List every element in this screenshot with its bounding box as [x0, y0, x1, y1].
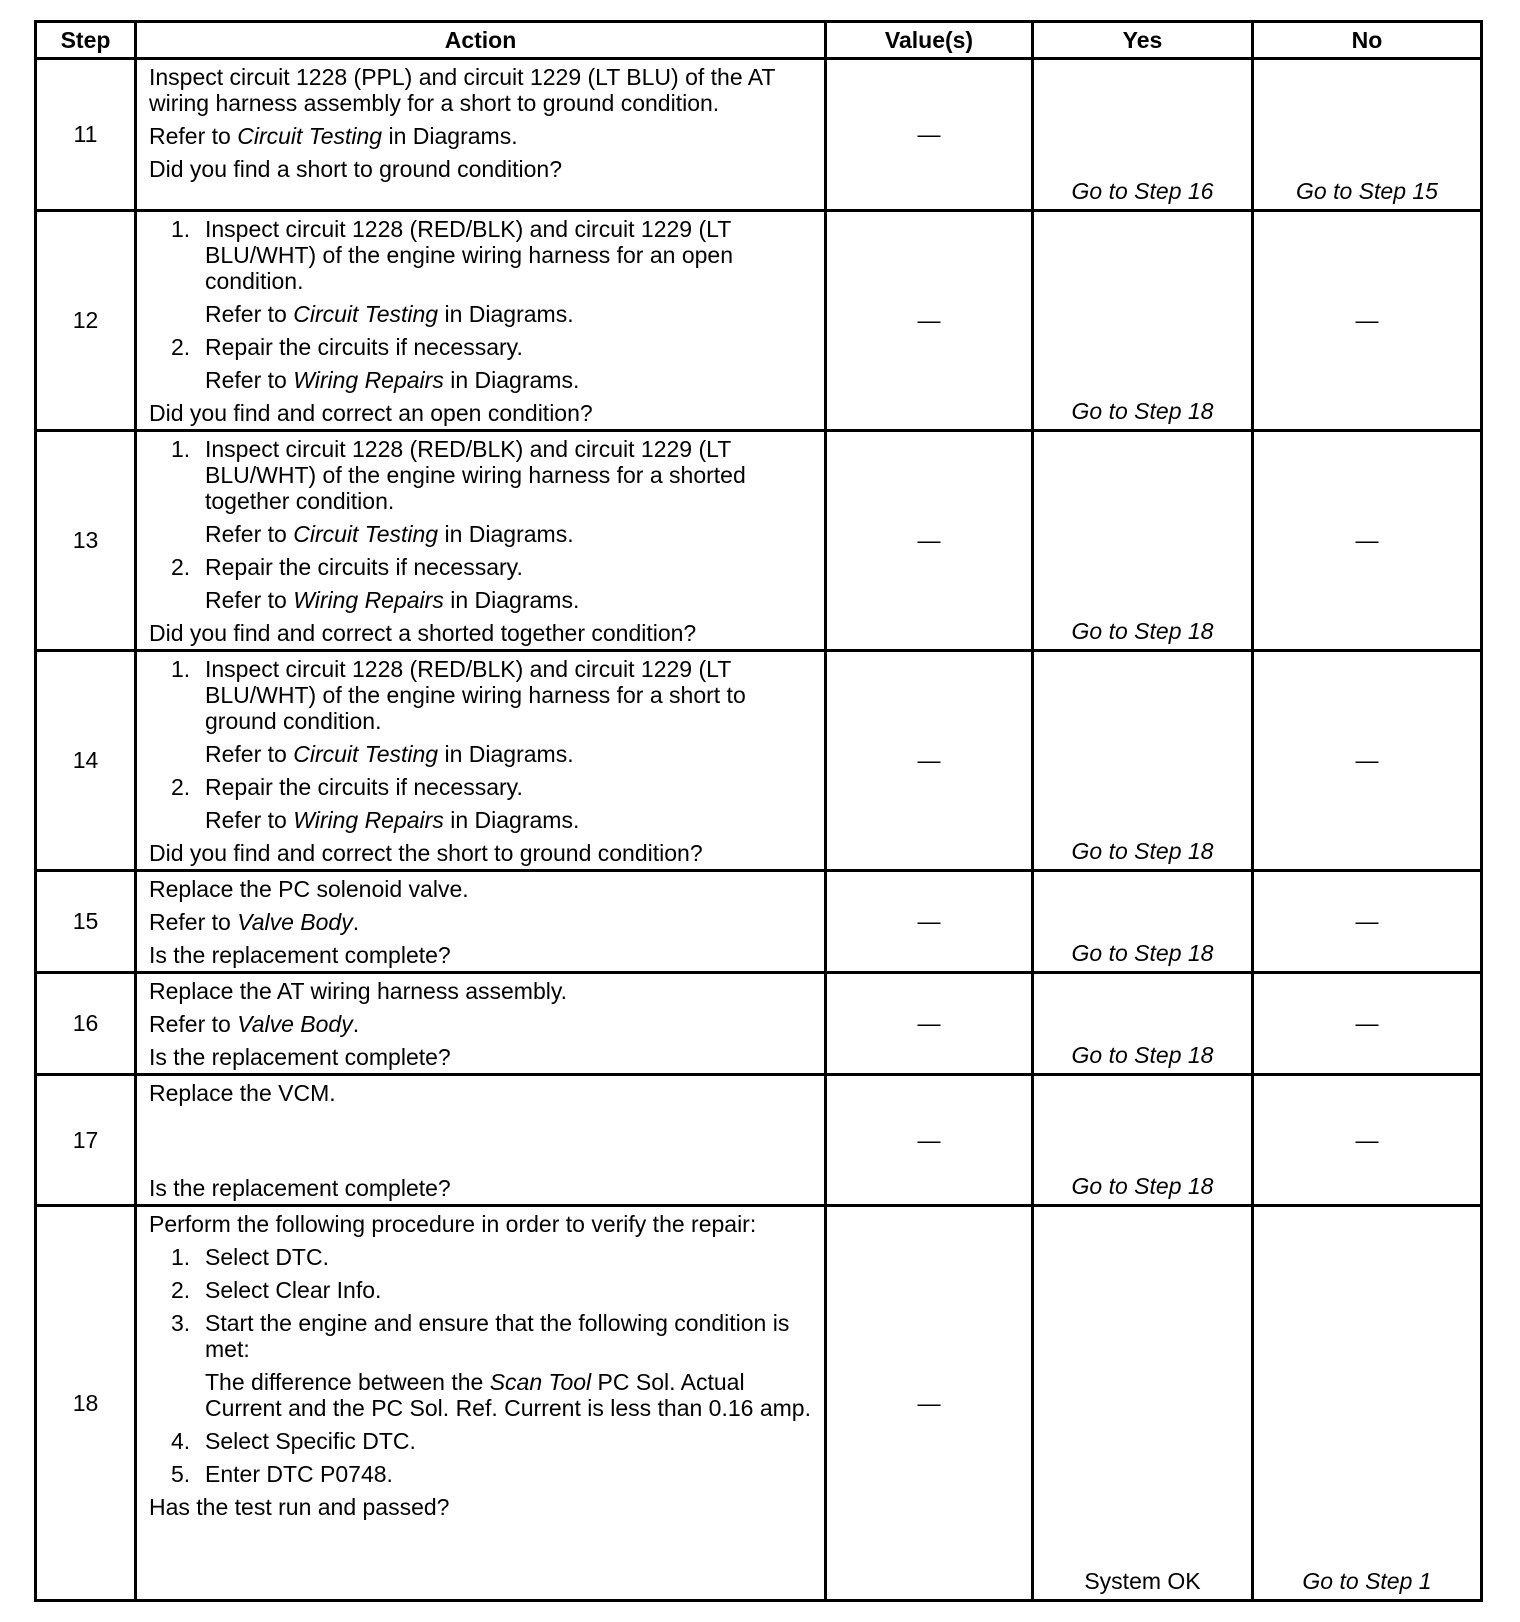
condition-text: The difference between the Scan Tool PC Sol. Actual Current and the PC Sol. Ref. Current is less than 0.16 amp. [205, 1369, 811, 1421]
refer-text: Refer to Wiring Repairs in Diagrams. [205, 807, 580, 833]
value-cell: — [826, 59, 1033, 211]
refer-text: Refer to Circuit Testing in Diagrams. [205, 521, 574, 547]
list-item: 1. Inspect circuit 1228 (RED/BLK) and circuit 1229 (LT BLU/WHT) of the engine wiring harness for a short to ground condition. [171, 656, 746, 734]
action-text: Replace the AT wiring harness assembly. [149, 978, 568, 1004]
table-row [36, 431, 1482, 651]
table-row [36, 59, 1482, 211]
value-cell: — [826, 431, 1033, 651]
yes-cell: Go to Step 18 [1033, 1075, 1253, 1206]
header-action: Action [136, 22, 826, 59]
step-number: 18 [36, 1206, 136, 1601]
table-row [36, 1075, 1482, 1206]
no-cell: Go to Step 15 [1253, 59, 1482, 211]
table-row [36, 973, 1482, 1075]
action-cell [136, 871, 826, 973]
question-text: Did you find and correct an open condition? [149, 400, 593, 426]
no-cell: — [1253, 651, 1482, 871]
question-text: Did you find a short to ground condition? [149, 156, 562, 182]
header-no: No [1253, 22, 1482, 59]
header-row [36, 22, 1482, 59]
question-text: Did you find and correct a shorted together condition? [149, 620, 697, 646]
yes-cell: Go to Step 18 [1033, 431, 1253, 651]
no-cell: — [1253, 211, 1482, 431]
diagnostic-table [34, 20, 1483, 1602]
action-cell [136, 1075, 826, 1206]
refer-text: Refer to Valve Body. [149, 1011, 360, 1037]
refer-text: Refer to Wiring Repairs in Diagrams. [205, 587, 580, 613]
step-number: 13 [36, 431, 136, 651]
action-cell [136, 1206, 826, 1601]
table-row [36, 1206, 1482, 1601]
list-item: 3. Start the engine and ensure that the following condition is met: [171, 1310, 790, 1362]
value-cell: — [826, 1075, 1033, 1206]
value-cell: — [826, 1206, 1033, 1601]
list-item: 2. Repair the circuits if necessary. [171, 334, 523, 360]
action-cell [136, 59, 826, 211]
yes-cell: System OK [1033, 1206, 1253, 1601]
no-cell: — [1253, 431, 1482, 651]
list-item: 1. Inspect circuit 1228 (RED/BLK) and circuit 1229 (LT BLU/WHT) of the engine wiring harness for an open condition. [171, 216, 733, 294]
value-cell: — [826, 651, 1033, 871]
step-number: 16 [36, 973, 136, 1075]
list-item: 5. Enter DTC P0748. [171, 1461, 393, 1487]
no-cell: — [1253, 1075, 1482, 1206]
action-cell [136, 651, 826, 871]
action-cell [136, 211, 826, 431]
yes-cell: Go to Step 18 [1033, 871, 1253, 973]
step-number: 11 [36, 59, 136, 211]
action-text: Replace the PC solenoid valve. [149, 876, 469, 902]
step-number: 14 [36, 651, 136, 871]
step-number: 17 [36, 1075, 136, 1206]
action-cell [136, 973, 826, 1075]
action-text: Perform the following procedure in order to verify the repair: [149, 1211, 757, 1237]
question-text: Is the replacement complete? [149, 942, 451, 968]
refer-text: Refer to Circuit Testing in Diagrams. [205, 741, 574, 767]
list-item: 2. Repair the circuits if necessary. [171, 774, 523, 800]
question-text: Did you find and correct the short to ground condition? [149, 840, 703, 866]
table-row [36, 211, 1482, 431]
list-item: 4. Select Specific DTC. [171, 1428, 416, 1454]
value-cell: — [826, 973, 1033, 1075]
question-text: Is the replacement complete? [149, 1175, 451, 1201]
list-item: 1. Inspect circuit 1228 (RED/BLK) and circuit 1229 (LT BLU/WHT) of the engine wiring harness for a shorted together condition. [171, 436, 746, 514]
action-text: Replace the VCM. [149, 1080, 336, 1106]
list-item: 2. Select Clear Info. [171, 1277, 382, 1303]
yes-cell: Go to Step 18 [1033, 651, 1253, 871]
step-number: 12 [36, 211, 136, 431]
header-step: Step [36, 22, 136, 59]
header-yes: Yes [1033, 22, 1253, 59]
table-row [36, 651, 1482, 871]
question-text: Is the replacement complete? [149, 1044, 451, 1070]
no-cell: — [1253, 973, 1482, 1075]
action-cell [136, 431, 826, 651]
action-text: Inspect circuit 1228 (PPL) and circuit 1229 (LT BLU) of the AT wiring harness assembly for a short to ground condition. [149, 64, 775, 116]
yes-cell: Go to Step 16 [1033, 59, 1253, 211]
yes-cell: Go to Step 18 [1033, 211, 1253, 431]
refer-text: Refer to Circuit Testing in Diagrams. [205, 301, 574, 327]
value-cell: — [826, 871, 1033, 973]
refer-text: Refer to Wiring Repairs in Diagrams. [205, 367, 580, 393]
refer-text: Refer to Valve Body. [149, 909, 360, 935]
list-item: 1. Select DTC. [171, 1244, 329, 1270]
step-number: 15 [36, 871, 136, 973]
yes-cell: Go to Step 18 [1033, 973, 1253, 1075]
value-cell: — [826, 211, 1033, 431]
header-values: Value(s) [826, 22, 1033, 59]
list-item: 2. Repair the circuits if necessary. [171, 554, 523, 580]
refer-text: Refer to Circuit Testing in Diagrams. [149, 123, 518, 149]
question-text: Has the test run and passed? [149, 1494, 450, 1520]
table-row [36, 871, 1482, 973]
no-cell: Go to Step 1 [1253, 1206, 1482, 1601]
no-cell: — [1253, 871, 1482, 973]
